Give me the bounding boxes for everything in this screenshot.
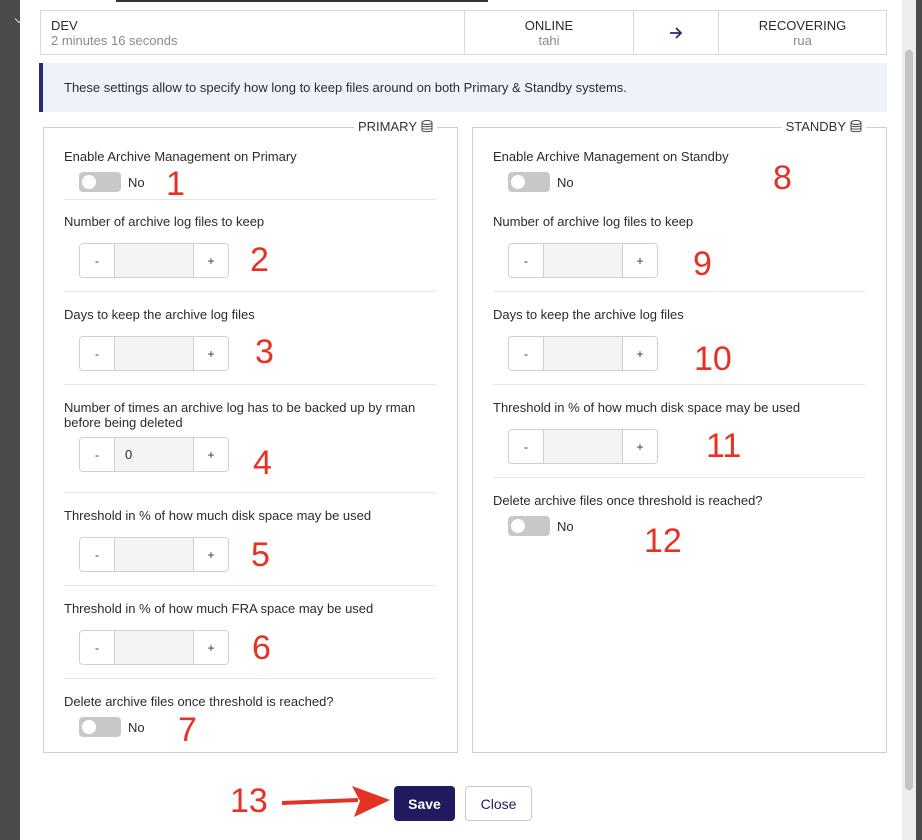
primary-legend [354, 119, 437, 134]
primary-enable-field [64, 149, 436, 200]
decrement-button[interactable]: - [509, 430, 543, 463]
annotation-4: 4 [253, 444, 272, 482]
toggle-knob [511, 519, 525, 533]
standby-delete-label: Delete archive files once threshold is reached? [493, 493, 763, 508]
primary-num-files-stepper [79, 243, 229, 278]
primary-panel [43, 119, 458, 753]
increment-button[interactable]: + [194, 337, 228, 370]
primary-backup-times-stepper [79, 437, 229, 472]
primary-host: tahi [538, 33, 560, 48]
standby-enable-value: No [557, 174, 574, 190]
primary-status-cell [465, 11, 634, 54]
primary-fra-threshold-input[interactable] [114, 631, 194, 664]
annotation-8: 8 [773, 159, 792, 197]
annotation-9: 9 [693, 245, 712, 283]
standby-delete-value: No [557, 518, 574, 534]
standby-enable-label: Enable Archive Management on Standby [493, 149, 729, 164]
scrollbar[interactable] [902, 0, 916, 840]
toggle-knob [82, 175, 96, 189]
annotation-3: 3 [255, 333, 274, 371]
primary-days-label: Days to keep the archive log files [64, 307, 255, 322]
primary-disk-threshold-field [64, 508, 436, 586]
standby-days-label: Days to keep the archive log files [493, 307, 684, 322]
primary-enable-value: No [128, 174, 145, 190]
standby-host: rua [793, 33, 812, 48]
database-icon [850, 120, 862, 133]
primary-legend-label: PRIMARY [358, 119, 417, 134]
save-button[interactable]: Save [394, 786, 455, 821]
archive-settings-dialog [20, 0, 916, 840]
increment-button[interactable]: + [623, 337, 657, 370]
decrement-button[interactable]: - [80, 631, 114, 664]
decrement-button[interactable]: - [80, 244, 114, 277]
increment-button[interactable]: + [623, 430, 657, 463]
primary-fra-threshold-stepper [79, 630, 229, 665]
scrollbar-thumb[interactable] [905, 50, 913, 790]
decrement-button[interactable]: - [80, 438, 114, 471]
toggle-knob [511, 175, 525, 189]
annotation-arrow-icon [280, 783, 392, 821]
primary-delete-toggle[interactable] [79, 717, 121, 737]
standby-status-cell [719, 11, 886, 54]
database-cell [41, 11, 465, 54]
annotation-11: 11 [706, 427, 742, 465]
standby-disk-threshold-input[interactable] [543, 430, 623, 463]
standby-days-input[interactable] [543, 337, 623, 370]
primary-disk-threshold-input[interactable] [114, 538, 194, 571]
standby-num-files-input[interactable] [543, 244, 623, 277]
decrement-button[interactable]: - [509, 244, 543, 277]
annotation-12: 12 [644, 522, 682, 560]
primary-delete-value: No [128, 719, 145, 735]
primary-num-files-input[interactable] [114, 244, 194, 277]
increment-button[interactable]: + [623, 244, 657, 277]
primary-num-files-label: Number of archive log files to keep [64, 214, 265, 229]
standby-days-field [493, 307, 865, 385]
standby-days-stepper [508, 336, 658, 371]
primary-state: ONLINE [524, 18, 574, 33]
primary-fra-threshold-label: Threshold in % of how much FRA space may be used [64, 601, 374, 616]
standby-state: RECOVERING [758, 18, 847, 33]
standby-num-files-field [493, 214, 865, 292]
annotation-7: 7 [178, 711, 197, 749]
database-icon [421, 120, 433, 133]
primary-backup-times-input[interactable]: 0 [114, 438, 194, 471]
standby-disk-threshold-field [493, 400, 865, 478]
primary-fra-threshold-field [64, 601, 436, 679]
primary-days-input[interactable] [114, 337, 194, 370]
standby-enable-field [493, 149, 865, 200]
increment-button[interactable]: + [194, 538, 228, 571]
annotation-2: 2 [250, 241, 269, 279]
primary-enable-label: Enable Archive Management on Primary [64, 149, 297, 164]
increment-button[interactable]: + [194, 631, 228, 664]
header-divider [116, 0, 488, 2]
database-uptime: 2 minutes 16 seconds [51, 33, 178, 48]
standby-disk-threshold-stepper [508, 429, 658, 464]
annotation-10: 10 [694, 340, 732, 378]
primary-days-stepper [79, 336, 229, 371]
close-button[interactable]: Close [465, 786, 532, 821]
primary-enable-toggle[interactable] [79, 172, 121, 192]
standby-delete-toggle[interactable] [508, 516, 550, 536]
info-callout: These settings allow to specify how long to keep files around on both Primary & Standby systems. [39, 63, 887, 112]
primary-delete-field [64, 694, 436, 744]
decrement-button[interactable]: - [509, 337, 543, 370]
primary-disk-threshold-stepper [79, 537, 229, 572]
primary-disk-threshold-label: Threshold in % of how much disk space may be used [64, 508, 372, 523]
primary-backup-times-label: Number of times an archive log has to be backed up by rman before being deleted [64, 400, 416, 430]
standby-panel [472, 119, 887, 753]
standby-enable-toggle[interactable] [508, 172, 550, 192]
primary-backup-times-field [64, 400, 436, 493]
decrement-button[interactable]: - [80, 337, 114, 370]
primary-delete-label: Delete archive files once threshold is reached? [64, 694, 334, 709]
standby-legend-label: STANDBY [785, 119, 846, 134]
status-bar [40, 10, 887, 55]
increment-button[interactable]: + [194, 244, 228, 277]
annotation-5: 5 [251, 536, 270, 574]
annotation-6: 6 [252, 629, 271, 667]
arrow-right-icon [634, 11, 719, 54]
annotation-1: 1 [166, 165, 185, 203]
database-name: DEV [51, 18, 78, 33]
primary-days-field [64, 307, 436, 385]
increment-button[interactable]: + [194, 438, 228, 471]
standby-disk-threshold-label: Threshold in % of how much disk space may be used [493, 400, 801, 415]
standby-legend [782, 119, 866, 134]
annotation-13: 13 [230, 782, 268, 820]
toggle-knob [82, 720, 96, 734]
standby-num-files-stepper [508, 243, 658, 278]
standby-num-files-label: Number of archive log files to keep [493, 214, 694, 229]
decrement-button[interactable]: - [80, 538, 114, 571]
